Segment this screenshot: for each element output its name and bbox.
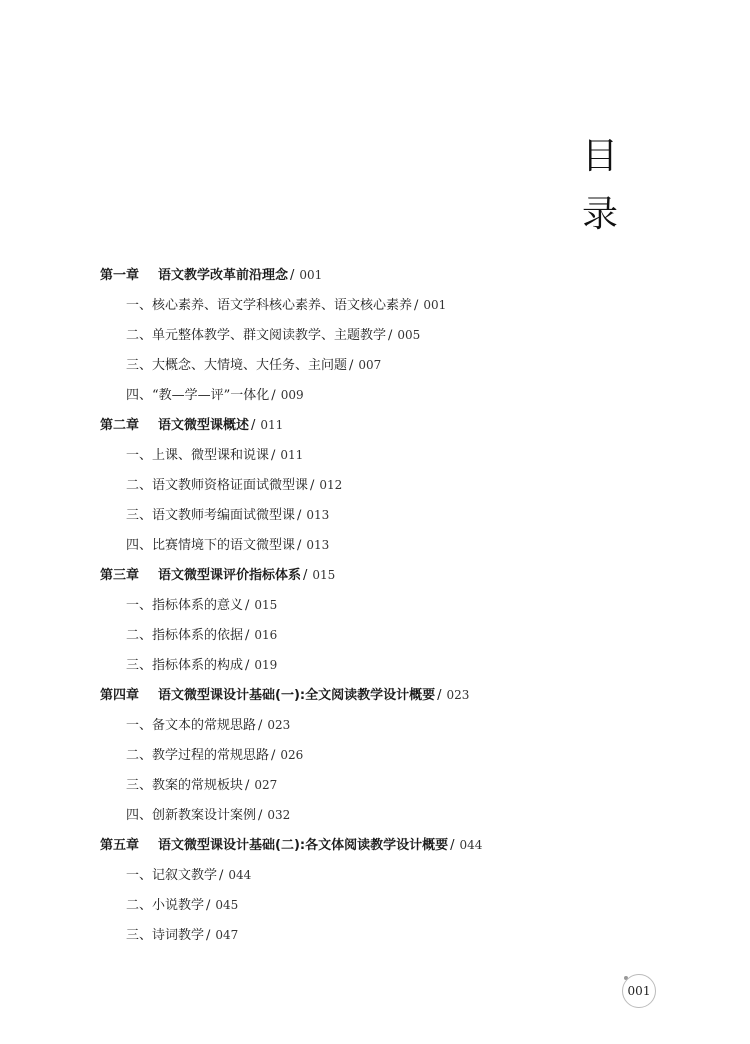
page-separator: / <box>349 358 354 373</box>
toc-chapter[interactable] <box>100 830 660 860</box>
chapter-title: 语文教学改革前沿理念 <box>158 268 289 283</box>
page-separator: / <box>388 328 393 343</box>
page-ref: 015 <box>254 598 278 612</box>
chapter-title: 语文微型课设计基础(二):各文体阅读教学设计概要 <box>158 838 449 853</box>
page-ref: 032 <box>267 808 291 822</box>
section-title: 一、上课、微型课和说课 <box>126 448 270 463</box>
toc-chapter[interactable] <box>100 680 660 710</box>
page-ref: 015 <box>312 568 336 582</box>
toc-section[interactable] <box>100 890 660 920</box>
page-separator: / <box>271 388 276 403</box>
page-ref: 013 <box>306 508 330 522</box>
chapter-title: 语文微型课概述 <box>158 418 250 433</box>
toc-section[interactable] <box>100 770 660 800</box>
toc-section[interactable] <box>100 440 660 470</box>
page-ref: 001 <box>299 268 323 282</box>
section-title: 一、备文本的常规思路 <box>126 718 257 733</box>
table-of-contents <box>100 260 660 950</box>
section-title: 四、比赛情境下的语文微型课 <box>126 538 296 553</box>
toc-section[interactable] <box>100 620 660 650</box>
page-separator: / <box>290 268 295 283</box>
toc-chapter[interactable] <box>100 410 660 440</box>
page-ref: 027 <box>254 778 278 792</box>
page-separator: / <box>297 538 302 553</box>
chapter-number: 第二章 <box>100 418 140 433</box>
page-separator: / <box>258 718 263 733</box>
page-separator: / <box>206 898 211 913</box>
toc-section[interactable] <box>100 590 660 620</box>
section-title: 二、单元整体教学、群文阅读教学、主题教学 <box>126 328 387 343</box>
page-ref: 005 <box>397 328 421 342</box>
page-ref: 047 <box>215 928 239 942</box>
page-ref: 045 <box>215 898 239 912</box>
chapter-title: 语文微型课评价指标体系 <box>158 568 302 583</box>
toc-section[interactable] <box>100 860 660 890</box>
toc-section[interactable] <box>100 320 660 350</box>
toc-section[interactable] <box>100 470 660 500</box>
toc-section[interactable] <box>100 650 660 680</box>
page-ref: 023 <box>446 688 470 702</box>
page-separator: / <box>310 478 315 493</box>
page-separator: / <box>297 508 302 523</box>
toc-title-char-2: 录 <box>581 194 618 235</box>
toc-section[interactable] <box>100 290 660 320</box>
page-ref: 044 <box>228 868 252 882</box>
toc-section[interactable] <box>100 350 660 380</box>
page-ref: 001 <box>423 298 447 312</box>
page-separator: / <box>450 838 455 853</box>
chapter-title: 语文微型课设计基础(一):全文阅读教学设计概要 <box>158 688 436 703</box>
toc-section[interactable] <box>100 710 660 740</box>
page-number-badge: 001 <box>622 974 656 1008</box>
page-separator: / <box>271 748 276 763</box>
toc-chapter[interactable] <box>100 560 660 590</box>
section-title: 四、创新教案设计案例 <box>126 808 257 823</box>
page-ref: 026 <box>280 748 304 762</box>
toc-section[interactable] <box>100 500 660 530</box>
page-ref: 044 <box>459 838 483 852</box>
page-separator: / <box>245 778 250 793</box>
chapter-number: 第五章 <box>100 838 140 853</box>
section-title: 二、教学过程的常规思路 <box>126 748 270 763</box>
toc-title <box>578 128 622 244</box>
toc-chapter[interactable] <box>100 260 660 290</box>
page-separator: / <box>271 448 276 463</box>
toc-title-char-1: 目 <box>581 136 618 177</box>
toc-section[interactable] <box>100 740 660 770</box>
chapter-number: 第三章 <box>100 568 140 583</box>
section-title: 二、小说教学 <box>126 898 205 913</box>
page-ref: 009 <box>280 388 304 402</box>
section-title: 二、指标体系的依据 <box>126 628 244 643</box>
page-separator: / <box>245 628 250 643</box>
page-ref: 019 <box>254 658 278 672</box>
page-separator: / <box>303 568 308 583</box>
section-title: 一、记叙文教学 <box>126 868 218 883</box>
section-title: 四、“教—学—评”一体化 <box>126 388 270 403</box>
page-separator: / <box>251 418 256 433</box>
page-separator: / <box>414 298 419 313</box>
page-separator: / <box>437 688 442 703</box>
toc-section[interactable] <box>100 920 660 950</box>
toc-section[interactable] <box>100 800 660 830</box>
page-separator: / <box>206 928 211 943</box>
section-title: 三、教案的常规板块 <box>126 778 244 793</box>
page-ref: 016 <box>254 628 278 642</box>
chapter-number: 第一章 <box>100 268 140 283</box>
section-title: 三、诗词教学 <box>126 928 205 943</box>
section-title: 一、核心素养、语文学科核心素养、语文核心素养 <box>126 298 413 313</box>
page-separator: / <box>258 808 263 823</box>
page-separator: / <box>219 868 224 883</box>
section-title: 三、大概念、大情境、大任务、主问题 <box>126 358 348 373</box>
page-ref: 012 <box>319 478 343 492</box>
page-ref: 023 <box>267 718 291 732</box>
chapter-number: 第四章 <box>100 688 140 703</box>
page-ref: 011 <box>260 418 284 432</box>
section-title: 一、指标体系的意义 <box>126 598 244 613</box>
page-separator: / <box>245 658 250 673</box>
section-title: 二、语文教师资格证面试微型课 <box>126 478 309 493</box>
section-title: 三、指标体系的构成 <box>126 658 244 673</box>
toc-section[interactable] <box>100 380 660 410</box>
section-title: 三、语文教师考编面试微型课 <box>126 508 296 523</box>
page-separator: / <box>245 598 250 613</box>
toc-section[interactable] <box>100 530 660 560</box>
page-ref: 013 <box>306 538 330 552</box>
page-ref: 011 <box>280 448 304 462</box>
page-ref: 007 <box>358 358 382 372</box>
